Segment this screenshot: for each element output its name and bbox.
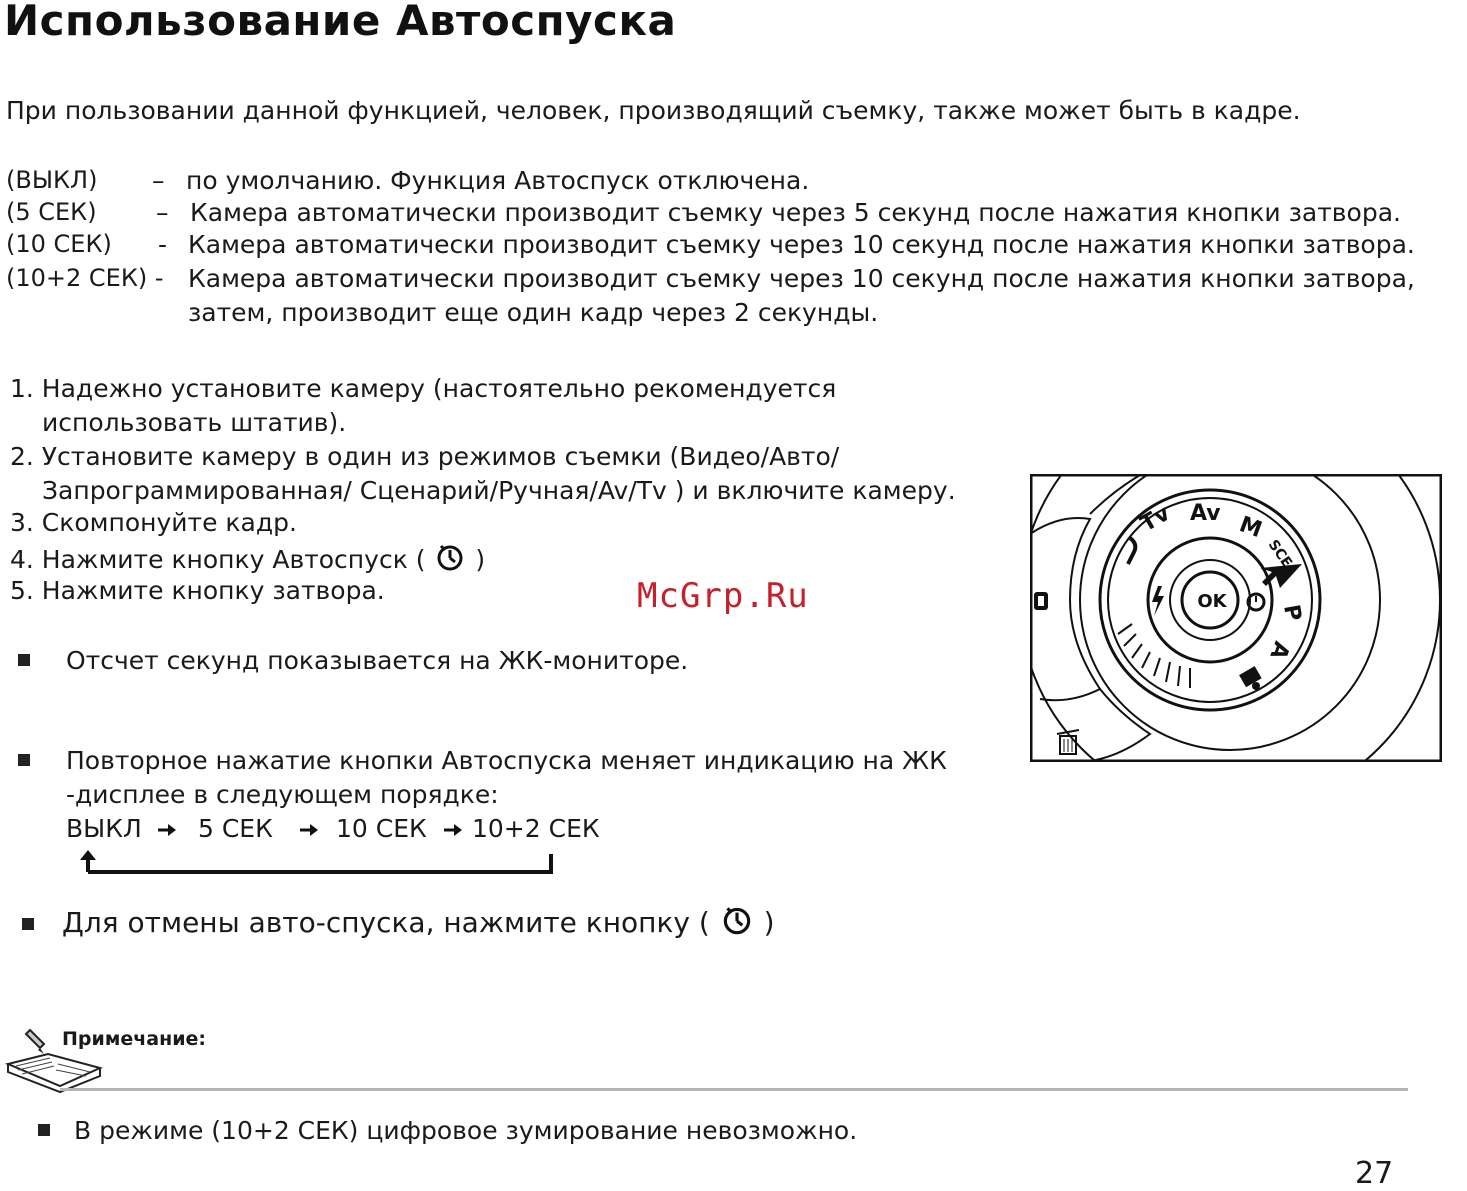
bullet-repeat-line1: Повторное нажатие кнопки Автоспуска меняет индикацию на ЖК [66,746,947,775]
step-3: 3. Скомпонуйте кадр. [10,508,297,537]
mode-code-off: (ВЫКЛ) [6,166,98,194]
sequence-off: ВЫКЛ [66,814,142,843]
step-4 [10,542,485,574]
bullet-square [22,918,34,930]
loop-back-arrow [76,848,560,878]
step-5: 5. Нажмите кнопку затвора. [10,576,385,605]
bullet-square [38,1124,50,1136]
self-timer-icon [433,542,467,572]
mode-text-off: по умолчанию. Функция Автоспуск отключена. [186,166,810,195]
sequence-5: 5 СЕК [198,814,273,843]
arrow-right-icon [156,822,180,838]
dial-ok-label: OK [1197,591,1227,612]
mode-dash-10: - [158,230,168,259]
watermark: McGrp.Ru [637,576,809,616]
mode-code-10-2: (10+2 СЕК) - [6,264,164,292]
step-2-cont: Запрограммированная/ Сценарий/Ручная/Av/Tv ) и включите камеру. [42,476,956,505]
dial-av-label: Av [1190,501,1221,526]
dial-a-label: A [1264,637,1294,663]
dial-sce-label: SCE [1264,537,1295,571]
page-number: 27 [1355,1156,1394,1191]
bullet-cancel-close: ) [763,906,775,939]
note-divider [60,1088,1408,1091]
step-1-cont: использовать штатив). [42,408,347,437]
mode-code-10: (10 СЕК) [6,230,112,258]
bullet-cancel-text: Для отмены авто-спуска, нажмите кнопку ( [62,906,710,939]
mode-dash-off: – [152,166,165,195]
mode-text-10: Камера автоматически производит съемку через 10 секунд после нажатия кнопки затвора. [188,230,1415,259]
mode-text-10-2: Камера автоматически производит съемку через 10 секунд после нажатия кнопки затвора, [188,264,1415,293]
bullet-cancel [62,904,775,939]
dial-tv-label: Tv [1136,500,1175,538]
camera-dial-illustration [1030,474,1442,762]
mode-text-10-2-cont: затем, производит еще один кадр через 2 секунды. [188,298,879,327]
self-timer-icon [719,904,755,936]
note-text: В режиме (10+2 СЕК) цифровое зумирование невозможно. [74,1116,858,1145]
sequence-10-2: 10+2 СЕК [472,814,600,843]
intro-text: При пользовании данной функцией, человек, производящий съемку, также может быть в кадре. [6,96,1301,125]
arrow-right-icon [442,822,466,838]
page-title: Использование Автоспуска [4,0,677,45]
note-label: Примечание: [62,1028,207,1050]
bullet-square [18,654,30,666]
step-4-close: ) [475,545,486,574]
mode-dash-5: – [156,198,169,227]
dial-m-label: M [1235,512,1266,544]
sequence-10: 10 СЕК [336,814,427,843]
dial-p-label: P [1278,602,1306,623]
bullet-countdown: Отсчет секунд показывается на ЖК-мониторе. [66,646,689,675]
bullet-repeat-line2: -дисплее в следующем порядке: [66,780,499,809]
side-button-icon [1034,592,1048,610]
arrow-right-icon [298,822,322,838]
bullet-square [18,754,30,766]
step-1: 1. Надежно установите камеру (настоятельно рекомендуется [10,374,837,403]
mode-text-5: Камера автоматически производит съемку через 5 секунд после нажатия кнопки затвора. [190,198,1401,227]
step-4-text: 4. Нажмите кнопку Автоспуск ( [10,545,426,574]
mode-code-5: (5 СЕК) [6,198,97,226]
step-2: 2. Установите камеру в один из режимов съемки (Видео/Авто/ [10,442,840,471]
